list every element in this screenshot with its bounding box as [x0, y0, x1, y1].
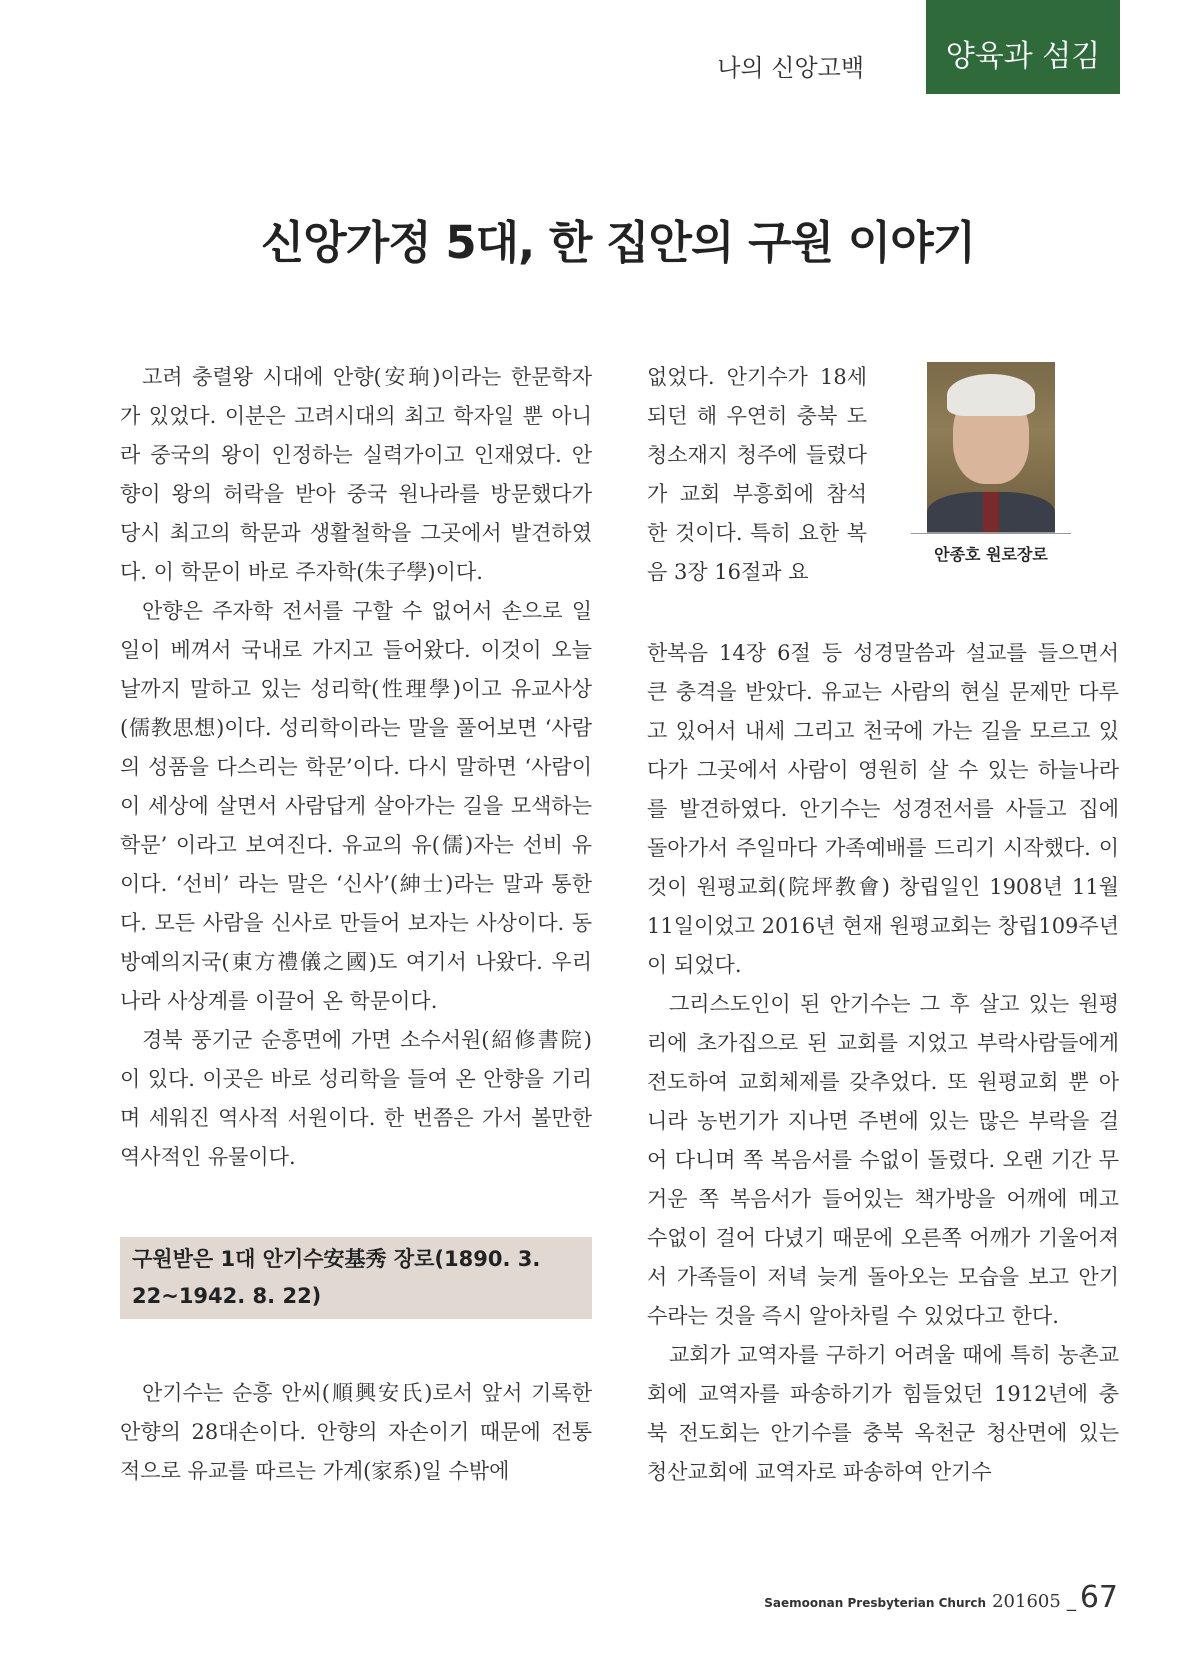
- right-column-top: [647, 358, 867, 592]
- paragraph: 그리스도인이 된 안기수는 그 후 살고 있는 원평리에 초가집으로 된 교회를 지었고 부락사람들에게 전도하여 교회체제를 갖추었다. 또 원평교회 뿐 아니라 농번기가 지나면 주변에 있는 많은 부락을 걸어 다니며 쪽 복음서를 수없이 돌렸다. 오랜 기간 무거운 쪽 복음서가 들어있는 책가방을 어깨에 메고 수없이 걸어 다녔기 때문에 오른쪽 어깨가 기울어져서 가족들이 저녁 늦게 돌아오는 모습을 보고 안기수라는 것을 즉시 알아차릴 수 있었다고 한다.: [647, 992, 1119, 1328]
- paragraph: 교회가 교역자를 구하기 어려울 때에 특히 농촌교회에 교역자를 파송하기가 힘들었던 1912년에 충북 전도회는 안기수를 충북 옥천군 청산면에 있는 청산교회에 교역자로 파송하여 안기수: [647, 1343, 1119, 1484]
- paragraph: 한복음 14장 6절 등 성경말씀과 설교를 들으면서 큰 충격을 받았다. 유교는 사람의 현실 문제만 다루고 있어서 내세 그리고 천국에 가는 길을 모르고 있다가 그곳에서 사람이 영원히 살 수 있는 하늘나라를 발견하였다. 안기수는 성경전서를 사들고 집에 돌아가서 주일마다 가족예배를 드리기 시작했다. 이것이 원평교회(院坪教會) 창립일인 1908년 11월 11일이었고 2016년 현재 원평교회는 창립109주년이 되었다.: [647, 641, 1119, 977]
- page-number: 67: [1079, 1580, 1118, 1615]
- portrait-photo: [927, 362, 1055, 534]
- left-column: [120, 358, 592, 1491]
- photo-caption: 안종호 원로장로: [934, 545, 1048, 564]
- paragraph: 안기수는 순흥 안씨(順興安氏)로서 앞서 기록한 안향의 28대손이다. 안향의 자손이기 때문에 전통적으로 유교를 따르는 가계(家系)일 수밖에: [120, 1381, 592, 1483]
- section-subheading: 구원받은 1대 안기수安基秀 장로(1890. 3. 22~1942. 8. 22): [120, 1237, 592, 1319]
- section-tab: [926, 0, 1120, 94]
- page-footer: [764, 1580, 1118, 1615]
- article-title: 신앙가정 5대, 한 집안의 구원 이야기: [260, 216, 976, 270]
- church-name: Saemoonan Presbyterian Church: [764, 1596, 987, 1610]
- caption-divider: [911, 533, 1071, 534]
- paragraph: 안향은 주자학 전서를 구할 수 없어서 손으로 일일이 베껴서 국내로 가지고 들어왔다. 이것이 오늘날까지 말하고 있는 성리학(性理學)이고 유교사상(儒教思想)이다. 성리학이라는 말을 풀어보면 ‘사람의 성품을 다스리는 학문’이다. 다시 말하면 ‘사람이 이 세상에 살면서 사람답게 살아가는 길을 모색하는 학문’ 이라고 보여진다. 유교의 유(儒)자는 선비 유이다. ‘선비’ 라는 말은 ‘신사’(紳士)라는 말과 통한다. 모든 사람을 신사로 만들어 보자는 사상이다. 동방예의지국(東方禮儀之國)도 여기서 나왔다. 우리나라 사상계를 이끌어 온 학문이다.: [120, 599, 592, 1013]
- series-label: 나의 신앙고백: [717, 54, 864, 82]
- footer-separator: _: [1066, 1591, 1076, 1612]
- paragraph: 고려 충렬왕 시대에 안향(安珦)이라는 한문학자가 있었다. 이분은 고려시대의 최고 학자일 뿐 아니라 중국의 왕이 인정하는 실력가이고 인재였다. 안향이 왕의 허락을 받아 중국 원나라를 방문했다가 당시 최고의 학문과 생활철학을 그곳에서 발견하였다. 이 학문이 바로 주자학(朱子學)이다.: [120, 365, 592, 584]
- issue-number: 201605: [992, 1591, 1061, 1612]
- paragraph: 경북 풍기군 순흥면에 가면 소수서원(紹修書院)이 있다. 이곳은 바로 성리학을 들여 온 안향을 기리며 세워진 역사적 서원이다. 한 번쯤은 가서 볼만한 역사적인 유물이다.: [120, 1028, 592, 1169]
- right-column: [647, 634, 1119, 1492]
- section-tab-label: 양육과 섬김: [945, 39, 1101, 74]
- paragraph: 없었다. 안기수가 18세 되던 해 우연히 충북 도청소재지 청주에 들렸다가 교회 부흥회에 참석한 것이다. 특히 요한 복음 3장 16절과 요: [647, 365, 867, 584]
